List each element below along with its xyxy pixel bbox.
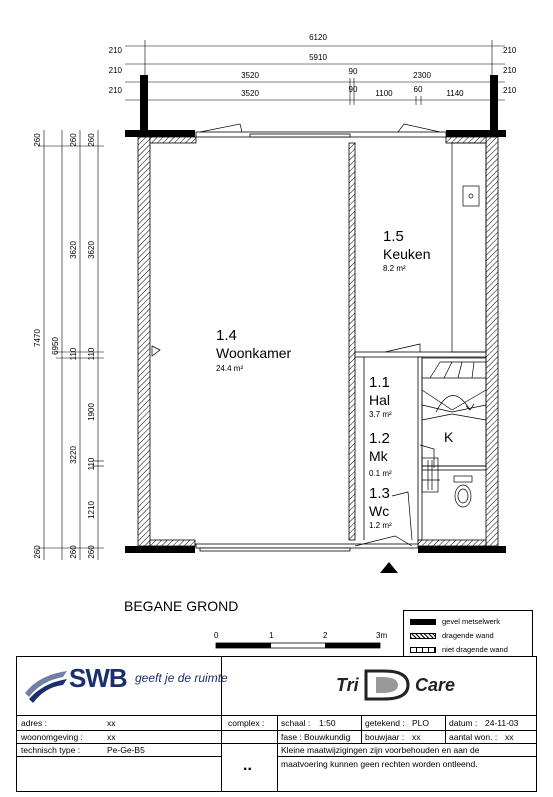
dim-side-right-1: 210 — [503, 46, 517, 55]
room-name-woonkamer: Woonkamer — [216, 345, 292, 361]
dim-c4-6: 1210 — [87, 501, 96, 519]
kitchen-counter — [452, 143, 486, 352]
room-area-keuken: 8.2 m² — [383, 264, 406, 273]
aantal-won-value: xx — [505, 732, 514, 742]
legend-label-facade: gevel metselwerk — [442, 617, 500, 626]
room-area-wc: 1.2 m² — [369, 521, 392, 530]
dim-overall-width: 6120 — [309, 33, 327, 42]
room-name-mk: Mk — [369, 448, 388, 464]
room-name-keuken: Keuken — [383, 246, 431, 262]
adres-label: adres : — [21, 718, 47, 728]
schaal-label: schaal : — [281, 718, 311, 728]
fase-value: Bouwkundig — [304, 732, 351, 742]
dim-wall-thickness-2: 90 — [348, 85, 358, 94]
legend-swatch-bearing — [410, 633, 436, 639]
woonomgeving-label: woonomgeving : — [21, 732, 83, 742]
dim-c3-1: 260 — [69, 133, 78, 147]
dim-inner-width: 5910 — [309, 53, 327, 62]
tricare-logo-text-a: Tri — [336, 675, 359, 695]
room-area-woonkamer: 24.4 m² — [216, 364, 244, 373]
tricare-logo-text-b: Care — [415, 675, 456, 695]
dim-side-left-1: 210 — [108, 46, 122, 55]
technisch-type-label: technisch type : — [21, 745, 81, 755]
dim-middle-segment: 1100 — [375, 89, 393, 98]
dim-c4-3: 110 — [87, 347, 96, 361]
dim-c3-3: 110 — [69, 347, 78, 361]
staircase — [422, 358, 486, 466]
dim-left-bottom: 260 — [33, 545, 42, 559]
datum-value: 24-11-03 — [485, 718, 519, 728]
room-number-keuken: 1.5 — [383, 228, 404, 245]
dim-small-segment: 60 — [413, 85, 423, 94]
dim-side-left-2: 210 — [108, 66, 122, 75]
technisch-type-value: Pe-Ge-B5 — [107, 745, 145, 755]
bearing-walls — [138, 137, 498, 546]
swb-logo-text: SWB — [69, 663, 127, 693]
swb-logo-tagline: geeft je de ruimte — [135, 671, 228, 685]
room-number-hal: 1.1 — [369, 374, 390, 391]
bouwjaar-label: bouwjaar : — [365, 732, 405, 742]
title-block — [16, 656, 537, 792]
woonomgeving-value: xx — [107, 732, 116, 742]
getekend-value: PLO — [412, 718, 430, 728]
legend-label-bearing: dragende wand — [442, 631, 494, 640]
dim-c4-1: 260 — [87, 133, 96, 147]
scale-bar — [214, 631, 387, 648]
aantal-won-label: aantal won. : — [449, 732, 498, 742]
legend-swatch-facade — [410, 619, 436, 625]
room-number-mk: 1.2 — [369, 430, 390, 447]
adres-value: xx — [107, 718, 116, 728]
dim-left-segment: 3520 — [241, 71, 259, 80]
scale-label-2: 2 — [323, 631, 328, 640]
legend-label-non-bearing: niet dragende wand — [442, 645, 508, 654]
getekend-label: getekend : — [365, 718, 405, 728]
room-area-mk: 0.1 m² — [369, 469, 392, 478]
fase-label: fase : — [281, 732, 302, 742]
disclaimer-line-2: maatvoering kunnen geen rechten worden ontleend. — [281, 759, 478, 769]
dim-right-segment-2: 1140 — [446, 89, 464, 98]
dim-left-segment-2: 3520 — [241, 89, 259, 98]
room-name-hal: Hal — [369, 392, 391, 408]
dim-side-right-2: 210 — [503, 66, 517, 75]
entrance-arrow-icon — [380, 562, 398, 573]
legend — [403, 610, 533, 658]
floor-label: BEGANE GROND — [124, 598, 239, 614]
room-area-hal: 3.7 m² — [369, 410, 392, 419]
dim-c4-7: 260 — [87, 545, 96, 559]
dim-overall-depth: 7470 — [33, 329, 42, 347]
facade-walls — [125, 75, 506, 553]
dim-c4-2: 3620 — [87, 241, 96, 259]
swb-logo-icon — [23, 665, 69, 705]
dim-c4-5: 110 — [87, 457, 96, 471]
stair-cupboard-label: K — [444, 429, 454, 445]
tricare-logo-icon — [362, 669, 412, 701]
scale-label-3: 3m — [376, 631, 388, 640]
complex-label: complex : — [228, 718, 265, 728]
complex-value: .. — [243, 757, 252, 774]
dim-side-left-3: 210 — [108, 86, 122, 95]
dim-wall-thickness: 90 — [348, 67, 358, 76]
toilet — [422, 476, 472, 507]
legend-swatch-non-bearing — [410, 647, 436, 653]
dim-c4-4: 1900 — [87, 403, 96, 421]
disclaimer-line-1: Kleine maatwijzigingen zijn voorbehouden en aan de — [281, 745, 480, 755]
bouwjaar-value: xx — [412, 732, 421, 742]
meter-cupboard — [422, 458, 438, 492]
scale-label-1: 1 — [269, 631, 274, 640]
scale-label-0: 0 — [214, 631, 219, 640]
left-dimensions — [38, 130, 104, 560]
dim-c3-2: 3620 — [69, 241, 78, 259]
room-number-wc: 1.3 — [369, 485, 390, 502]
dim-inner-depth: 6950 — [51, 337, 60, 355]
room-number-woonkamer: 1.4 — [216, 327, 237, 344]
dim-c3-4: 3220 — [69, 446, 78, 464]
dim-left-top: 260 — [33, 133, 42, 147]
dim-c3-5: 260 — [69, 545, 78, 559]
dim-side-right-3: 210 — [503, 86, 517, 95]
schaal-value: 1:50 — [319, 718, 336, 728]
doors — [152, 124, 440, 546]
datum-label: datum : — [449, 718, 478, 728]
dim-right-segment: 2300 — [413, 71, 431, 80]
room-name-wc: Wc — [369, 503, 390, 519]
